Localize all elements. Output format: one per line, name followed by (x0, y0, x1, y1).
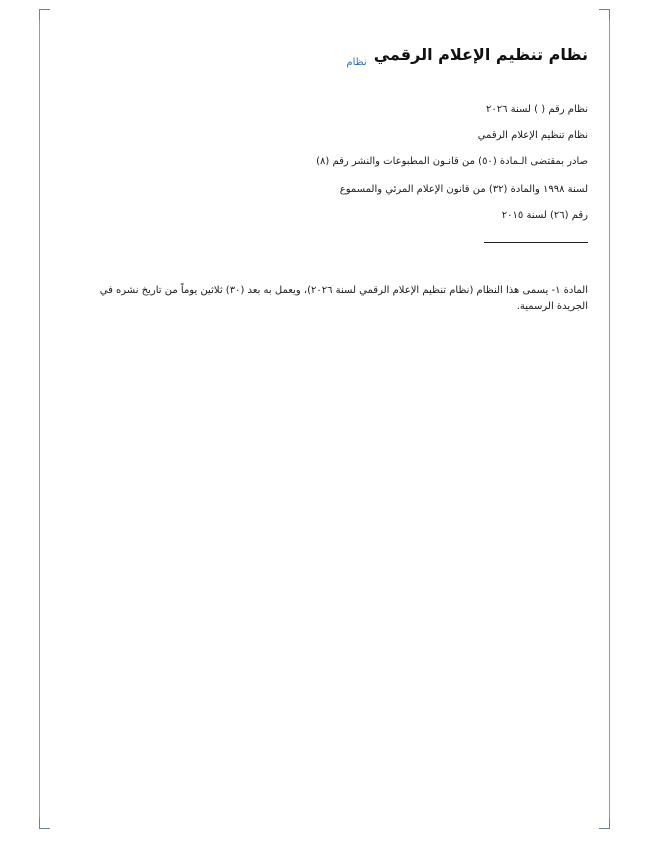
legal-basis-line-2[interactable]: لسنة ١٩٩٨ والمادة (٣٢) من قانون الإعلام المرئي والمسموع (339, 184, 588, 195)
crop-mark-top-left (39, 9, 50, 20)
document-page (39, 9, 610, 829)
document-title[interactable]: نظام تنظيم الإعلام الرقمي (373, 45, 588, 64)
style-tag-label: نظام (346, 57, 367, 68)
regulation-number-line[interactable]: نظام رقم ( ) لسنة ٢٠٢٦ (485, 104, 588, 115)
legal-basis-line-3[interactable]: رقم (٢٦) لسنة ٢٠١٥ (501, 210, 588, 221)
crop-mark-top-right (599, 9, 610, 20)
page-right-edge (609, 9, 610, 829)
document-title-row (346, 45, 588, 68)
separator-rule (484, 242, 588, 243)
crop-mark-bottom-right (599, 818, 610, 829)
legal-basis-line-1[interactable]: صادر بمقتضى الـمادة (٥٠) من قانـون المطبوعات والنشر رقم (٨) (316, 156, 588, 167)
crop-mark-bottom-left (39, 818, 50, 829)
regulation-name-line[interactable]: نظام تنظيم الإعلام الرقمي (477, 130, 588, 141)
article-1-paragraph[interactable]: المادة ١- يسمى هذا النظام (نظام تنظيم الإعلام الرقمي لسنة ٢٠٢٦)، ويعمل به بعد (٣٠) ثلاثين يوماً من تاريخ نشره في الجريدة الرسمية. (99, 285, 588, 312)
page-left-edge (39, 9, 40, 829)
